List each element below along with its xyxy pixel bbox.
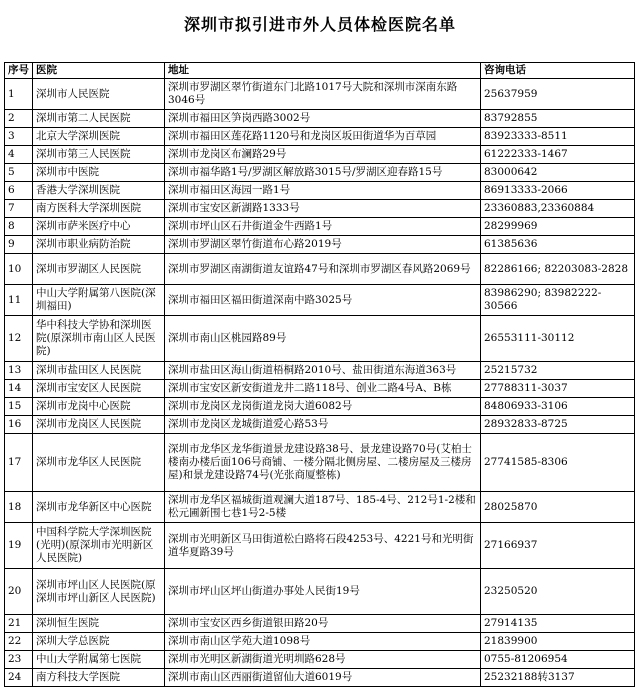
hospital-phone: 25215732 bbox=[481, 362, 635, 380]
hospital-name: 深圳市盐田区人民医院 bbox=[33, 362, 165, 380]
hospital-phone: 27788311-3037 bbox=[481, 380, 635, 398]
hospital-address: 深圳市福田区海园一路1号 bbox=[165, 182, 481, 200]
hospital-address: 深圳市福田区笋岗西路3002号 bbox=[165, 110, 481, 128]
row-index: 4 bbox=[5, 146, 33, 164]
row-index: 1 bbox=[5, 79, 33, 110]
hospital-name: 深圳市中医院 bbox=[33, 164, 165, 182]
hospital-address: 深圳市光明区新湖街道光明圳路628号 bbox=[165, 651, 481, 669]
table-row bbox=[5, 434, 635, 492]
row-index: 20 bbox=[5, 569, 33, 615]
table-row bbox=[5, 416, 635, 434]
hospital-phone: 28932833-8725 bbox=[481, 416, 635, 434]
hospital-name: 深圳大学总医院 bbox=[33, 633, 165, 651]
header-phone: 咨询电话 bbox=[481, 63, 635, 79]
hospital-name: 深圳市第三人民医院 bbox=[33, 146, 165, 164]
hospital-address: 深圳市福华路1号/罗湖区解放路3015号/罗湖区迎春路15号 bbox=[165, 164, 481, 182]
hospital-name: 深圳市龙华区人民医院 bbox=[33, 434, 165, 492]
hospital-name: 深圳市罗湖区人民医院 bbox=[33, 254, 165, 285]
table-row bbox=[5, 236, 635, 254]
hospital-name: 深圳市龙岗中心医院 bbox=[33, 398, 165, 416]
table-row bbox=[5, 254, 635, 285]
row-index: 5 bbox=[5, 164, 33, 182]
hospital-address: 深圳市罗湖区翠竹街道东门北路1017号大院和深圳市深南东路3046号 bbox=[165, 79, 481, 110]
table-row bbox=[5, 128, 635, 146]
row-index: 18 bbox=[5, 492, 33, 523]
table-row bbox=[5, 218, 635, 236]
hospital-address: 深圳市龙岗区布澜路29号 bbox=[165, 146, 481, 164]
hospital-phone: 25232188转3137 bbox=[481, 669, 635, 687]
hospital-phone: 21839900 bbox=[481, 633, 635, 651]
hospital-name: 深圳市职业病防治院 bbox=[33, 236, 165, 254]
row-index: 14 bbox=[5, 380, 33, 398]
hospital-phone: 26553111-30112 bbox=[481, 316, 635, 362]
hospital-address: 深圳市福田区莲花路1120号和龙岗区坂田街道华为百草园 bbox=[165, 128, 481, 146]
table-header-row bbox=[5, 63, 635, 79]
table-row bbox=[5, 110, 635, 128]
row-index: 2 bbox=[5, 110, 33, 128]
hospital-address: 深圳市宝安区西乡街道银田路20号 bbox=[165, 615, 481, 633]
row-index: 15 bbox=[5, 398, 33, 416]
row-index: 11 bbox=[5, 285, 33, 316]
table-row bbox=[5, 615, 635, 633]
document-title: 深圳市拟引进市外人员体检医院名单 bbox=[183, 15, 456, 34]
row-index: 9 bbox=[5, 236, 33, 254]
hospital-name: 深圳市龙岗区人民医院 bbox=[33, 416, 165, 434]
hospital-name: 深圳市宝安区人民医院 bbox=[33, 380, 165, 398]
table-row bbox=[5, 380, 635, 398]
table-row bbox=[5, 362, 635, 380]
hospital-phone: 83923333-8511 bbox=[481, 128, 635, 146]
hospital-address: 深圳市龙华区福城街道观澜大道187号、185-4号、212号1-2楼和松元圃新围七巷1号2-5楼 bbox=[165, 492, 481, 523]
table-row bbox=[5, 164, 635, 182]
hospital-phone: 28025870 bbox=[481, 492, 635, 523]
row-index: 24 bbox=[5, 669, 33, 687]
table-row bbox=[5, 398, 635, 416]
hospital-name: 中山大学附属第八医院(深圳福田) bbox=[33, 285, 165, 316]
hospital-phone: 0755-81206954 bbox=[481, 651, 635, 669]
header-address: 地址 bbox=[165, 63, 481, 79]
table-row bbox=[5, 146, 635, 164]
hospital-phone: 83792855 bbox=[481, 110, 635, 128]
row-index: 16 bbox=[5, 416, 33, 434]
hospital-address: 深圳市龙华区龙华街道景龙建设路38号、景龙建设路70号(艾柏士楼南办楼后面106号商铺、一楼分隔北侧房屋、二楼房屋及三楼房屋)和景龙建设路74号(光张商厦整栋) bbox=[165, 434, 481, 492]
hospital-name: 北京大学深圳医院 bbox=[33, 128, 165, 146]
hospital-phone: 86913333-2066 bbox=[481, 182, 635, 200]
table-row bbox=[5, 492, 635, 523]
hospital-phone: 61222333-1467 bbox=[481, 146, 635, 164]
table-row bbox=[5, 569, 635, 615]
hospital-phone: 27914135 bbox=[481, 615, 635, 633]
hospital-phone: 84806933-3106 bbox=[481, 398, 635, 416]
header-index: 序号 bbox=[5, 63, 33, 79]
header-hospital: 医院 bbox=[33, 63, 165, 79]
row-index: 21 bbox=[5, 615, 33, 633]
hospital-address: 深圳市宝安区新安街道龙井二路118号、创业二路4号A、B栋 bbox=[165, 380, 481, 398]
table-body bbox=[5, 79, 635, 687]
table-row bbox=[5, 523, 635, 569]
hospital-address: 深圳市南山区学苑大道1098号 bbox=[165, 633, 481, 651]
row-index: 23 bbox=[5, 651, 33, 669]
hospital-address: 深圳市南山区西丽街道留仙大道6019号 bbox=[165, 669, 481, 687]
row-index: 17 bbox=[5, 434, 33, 492]
hospital-name: 南方医科大学深圳医院 bbox=[33, 200, 165, 218]
hospital-phone: 82286166; 82203083-2828 bbox=[481, 254, 635, 285]
table-row bbox=[5, 200, 635, 218]
table-row bbox=[5, 669, 635, 687]
hospital-phone: 61385636 bbox=[481, 236, 635, 254]
hospital-phone: 83000642 bbox=[481, 164, 635, 182]
hospital-name: 深圳市坪山区人民医院(原深圳市坪山新区人民医院) bbox=[33, 569, 165, 615]
table-row bbox=[5, 79, 635, 110]
hospital-name: 中山大学附属第七医院 bbox=[33, 651, 165, 669]
hospital-name: 深圳恒生医院 bbox=[33, 615, 165, 633]
hospital-phone: 25637959 bbox=[481, 79, 635, 110]
row-index: 13 bbox=[5, 362, 33, 380]
hospital-address: 深圳市龙岗区龙城街道爱心路53号 bbox=[165, 416, 481, 434]
hospital-name: 华中科技大学协和深圳医院(原深圳市南山区人民医院) bbox=[33, 316, 165, 362]
row-index: 6 bbox=[5, 182, 33, 200]
hospital-phone: 27741585-8306 bbox=[481, 434, 635, 492]
hospital-phone: 83986290; 83982222-30566 bbox=[481, 285, 635, 316]
hospital-address: 深圳市坪山区石井街道金牛西路1号 bbox=[165, 218, 481, 236]
table-row bbox=[5, 285, 635, 316]
hospital-address: 深圳市盐田区海山街道梧桐路2010号、盐田街道东海道363号 bbox=[165, 362, 481, 380]
hospital-name: 深圳市第二人民医院 bbox=[33, 110, 165, 128]
hospital-phone: 27166937 bbox=[481, 523, 635, 569]
hospital-address: 深圳市龙岗区龙岗街道龙岗大道6082号 bbox=[165, 398, 481, 416]
hospital-name: 中国科学院大学深圳医院(光明)(原深圳市光明新区人民医院) bbox=[33, 523, 165, 569]
hospital-address: 深圳市福田区福田街道深南中路3025号 bbox=[165, 285, 481, 316]
hospital-name: 深圳市龙华新区中心医院 bbox=[33, 492, 165, 523]
hospital-address: 深圳市坪山区坪山街道办事处人民街19号 bbox=[165, 569, 481, 615]
hospital-address: 深圳市宝安区新湖路1333号 bbox=[165, 200, 481, 218]
hospital-name: 香港大学深圳医院 bbox=[33, 182, 165, 200]
row-index: 7 bbox=[5, 200, 33, 218]
table-row bbox=[5, 182, 635, 200]
row-index: 3 bbox=[5, 128, 33, 146]
hospital-name: 南方科技大学医院 bbox=[33, 669, 165, 687]
row-index: 22 bbox=[5, 633, 33, 651]
row-index: 19 bbox=[5, 523, 33, 569]
row-index: 10 bbox=[5, 254, 33, 285]
hospital-address: 深圳市光明新区马田街道松白路将石段4253号、4221号和光明街道华夏路39号 bbox=[165, 523, 481, 569]
hospital-name: 深圳市萨米医疗中心 bbox=[33, 218, 165, 236]
table-row bbox=[5, 316, 635, 362]
hospital-table bbox=[4, 62, 635, 687]
hospital-address: 深圳市罗湖区翠竹街道布心路2019号 bbox=[165, 236, 481, 254]
hospital-phone: 28299969 bbox=[481, 218, 635, 236]
hospital-name: 深圳市人民医院 bbox=[33, 79, 165, 110]
hospital-address: 深圳市南山区桃园路89号 bbox=[165, 316, 481, 362]
hospital-phone: 23360883,23360884 bbox=[481, 200, 635, 218]
table-row bbox=[5, 633, 635, 651]
hospital-address: 深圳市罗湖区南湖街道友谊路47号和深圳市罗湖区春风路2069号 bbox=[165, 254, 481, 285]
hospital-phone: 23250520 bbox=[481, 569, 635, 615]
row-index: 8 bbox=[5, 218, 33, 236]
row-index: 12 bbox=[5, 316, 33, 362]
